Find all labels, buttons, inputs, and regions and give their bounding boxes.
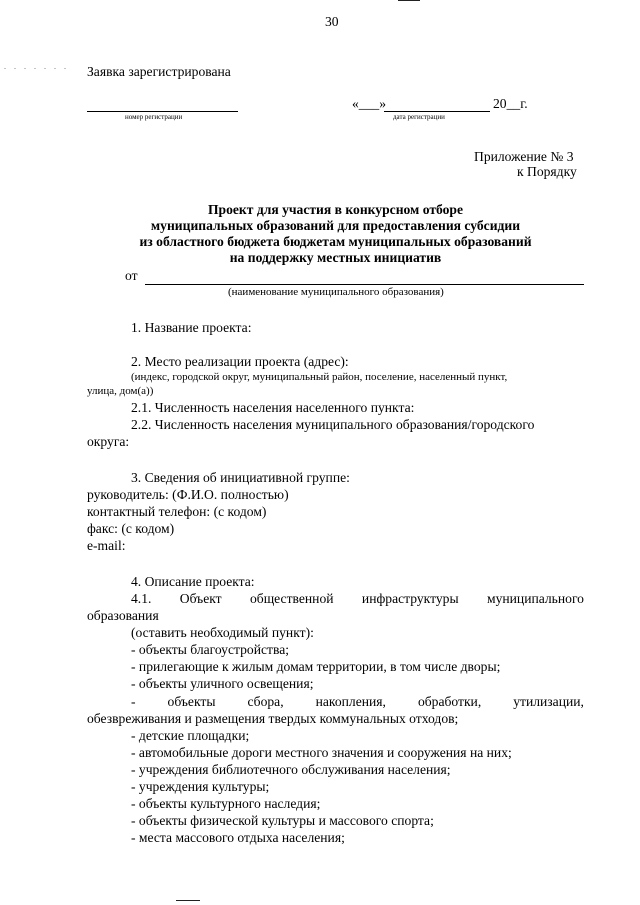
section3-heading: 3. Сведения об инициативной группе: bbox=[131, 470, 350, 485]
section2-heading: 2. Место реализации проекта (адрес): bbox=[131, 354, 349, 369]
item41-word: 4.1. bbox=[131, 591, 152, 606]
appendix-line2: к Порядку bbox=[517, 164, 577, 179]
day-blank: ___ bbox=[358, 96, 380, 111]
page-number: 30 bbox=[325, 14, 339, 29]
appendix-line1: Приложение № 3 bbox=[474, 149, 574, 164]
waste-word: утилизации, bbox=[513, 694, 584, 709]
list-item: - учреждения культуры; bbox=[131, 779, 270, 794]
section3-phone: контактный телефон: (с кодом) bbox=[87, 504, 267, 519]
waste-word: сбора, bbox=[247, 694, 284, 709]
month-line bbox=[384, 111, 490, 112]
list-item: - прилегающие к жилым домам территории, в том числе дворы; bbox=[131, 659, 501, 674]
section1-heading: 1. Название проекта: bbox=[131, 320, 252, 335]
quote-open: « bbox=[352, 96, 359, 111]
reg-date-field bbox=[352, 96, 386, 112]
title-line3: из областного бюджета бюджетам муниципальных образований bbox=[139, 234, 532, 249]
list-item: - объекты физической культуры и массового спорта; bbox=[131, 813, 434, 828]
scan-dots: . . . . . . . bbox=[4, 62, 69, 71]
title-line1: Проект для участия в конкурсном отборе bbox=[207, 202, 464, 217]
section2-hint-line2: улица, дом(а)) bbox=[87, 385, 154, 397]
list-item: - места массового отдыха населения; bbox=[131, 830, 345, 845]
from-label: от bbox=[125, 268, 138, 283]
item41-line2: образования bbox=[87, 608, 159, 623]
list-item: - учреждения библиотечного обслуживания населения; bbox=[131, 762, 451, 777]
section2-item22-line1: 2.2. Численность населения муниципального образования/городского bbox=[131, 417, 535, 432]
from-caption: (наименование муниципального образования) bbox=[228, 286, 444, 298]
scan-mark-top bbox=[398, 0, 420, 1]
section2-hint-line1: (индекс, городской округ, муниципальный район, поселение, населенный пункт, bbox=[131, 371, 508, 383]
waste-word: накопления, bbox=[315, 694, 386, 709]
scan-mark-bottom bbox=[176, 900, 200, 901]
title-line2: муниципальных образований для предоставления субсидии bbox=[150, 218, 521, 233]
item41-word: инфраструктуры bbox=[361, 591, 459, 606]
waste-word: - bbox=[131, 694, 136, 709]
quote-close: » bbox=[379, 96, 386, 111]
section3-fax: факс: (с кодом) bbox=[87, 521, 175, 536]
item41-word: муниципального bbox=[486, 591, 584, 606]
title-line4: на поддержку местных инициатив bbox=[229, 250, 442, 265]
waste-word: объекты bbox=[167, 694, 216, 709]
section3-leader: руководитель: (Ф.И.О. полностью) bbox=[87, 487, 289, 502]
list-item: - автомобильные дороги местного значения и сооружения на них; bbox=[131, 745, 512, 760]
from-line bbox=[145, 284, 584, 285]
list-item: - детские площадки; bbox=[131, 728, 250, 743]
list-item: - объекты уличного освещения; bbox=[131, 676, 314, 691]
waste-line2: обезвреживания и размещения твердых коммунальных отходов; bbox=[87, 711, 459, 726]
choose-hint: (оставить необходимый пункт): bbox=[131, 625, 314, 640]
section2-item21: 2.1. Численность населения населенного пункта: bbox=[131, 400, 415, 415]
reg-date-caption: дата регистрации bbox=[393, 113, 445, 121]
reg-number-caption: номер регистрации bbox=[125, 113, 183, 121]
section2-item22-line2: округа: bbox=[87, 434, 130, 449]
item41-line1 bbox=[131, 591, 584, 607]
waste-line1 bbox=[131, 694, 584, 710]
list-item: - объекты культурного наследия; bbox=[131, 796, 321, 811]
section4-heading: 4. Описание проекта: bbox=[131, 574, 255, 589]
registration-label: Заявка зарегистрирована bbox=[87, 64, 231, 79]
reg-year: 20__г. bbox=[493, 96, 528, 111]
item41-word: Объект bbox=[179, 591, 222, 606]
item41-word: общественной bbox=[250, 591, 334, 606]
section3-email: e-mail: bbox=[87, 538, 126, 553]
waste-word: обработки, bbox=[417, 694, 482, 709]
reg-number-line bbox=[87, 111, 238, 112]
list-item: - объекты благоустройства; bbox=[131, 642, 290, 657]
